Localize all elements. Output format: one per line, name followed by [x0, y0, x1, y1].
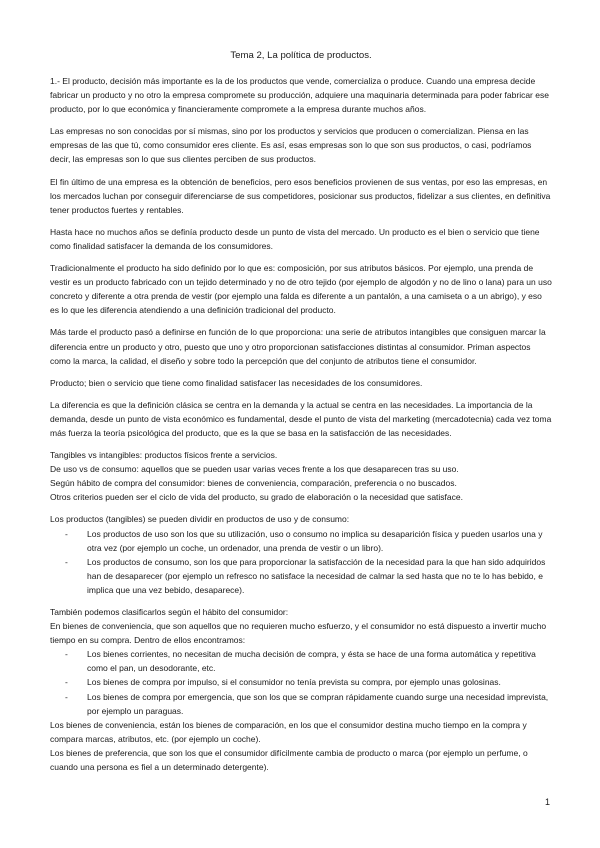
closing-paragraph: Los bienes de conveniencia, están los bienes de comparación, en los que el consumidor destina mucho tiempo en la compra y compara marcas, atributos, etc. (por ejemplo un coche). [50, 719, 527, 744]
paragraph: Producto; bien o servicio que tiene como finalidad satisfacer las necesidades de los consumidores. [50, 377, 423, 388]
paragraph: Más tarde el producto pasó a definirse en función de lo que proporciona: una serie de atributos intangibles que consiguen marcar la diferencia entre un producto y otro, puesto que uno y otro proporcionan satisfacciones distintas al consumidor. Priman aspectos como la marca, la calidad, el diseño y sobre todo la percepción que del conjunto de atributos tiene el consumidor. [50, 327, 546, 366]
page-number: 1 [544, 797, 550, 807]
paragraph: Tradicionalmente el producto ha sido definido por lo que es: composición, por sus atributos básicos. Por ejemplo, una prenda de vestir es un producto fabricado con un tejido determinado y no de otro tejido (por ejemplo de algodón y no de lino o lana) para un uso concreto y diferente a otra prenda de vestir (por ejemplo una falda es diferente a un pantalón, a una camiseta o a un abrigo), y eso es lo que les diferencia atendiendo a una definición tradicional del producto. [50, 263, 552, 316]
criteria-line: Otros criterios pueden ser el ciclo de vida del producto, su grado de elaboración o la necesidad que satisface. [50, 492, 463, 503]
criteria-line: De uso vs de consumo: aquellos que se pueden usar varias veces frente a los que desaparecen tras su uso. [50, 464, 459, 475]
list-item: - Los bienes de compra por impulso, si el consumidor no tenía prevista su compra, por ejemplo unas golosinas. [65, 677, 501, 688]
closing-paragraph: Los bienes de preferencia, que son los que el consumidor difícilmente cambia de producto o marca (por ejemplo un perfume, o cuando una persona es fiel a un determinado detergente). [50, 747, 528, 773]
document-title: Tema 2, La política de productos. [230, 50, 372, 61]
criteria-line: Tangibles vs intangibles: productos físicos frente a servicios. [50, 450, 278, 461]
list-item: - Los bienes corrientes, no necesitan de mucha decisión de compra, y ésta se hace de una forma automática y repetitiva como el pan, un desodorante, etc. [65, 649, 536, 674]
list-item: - Los productos de uso son los que su utilización, uso o consumo no implica su desaparición física y pueden usarlos una y otra vez (por ejemplo un coche, un ordenador, una prenda de vestir o un libro). [65, 528, 543, 553]
paragraph: El fin último de una empresa es la obtención de beneficios, pero esos beneficios provienen de sus ventas, por eso las empresas, en los mercados luchan por conseguir diferenciarse de sus competidores, posicionar sus productos, fidelizar a sus clientes, en definitiva tener productos fuertes y rentables. [50, 176, 551, 215]
convenience-list [50, 647, 552, 717]
criteria-line: Según hábito de compra del consumidor: bienes de conveniencia, comparación, preferencia o no buscados. [50, 478, 457, 489]
habit-paragraph: En bienes de conveniencia, que son aquellos que no requieren mucho esfuerzo, y el consumidor no está dispuesto a invertir mucho tiempo en su compra. Dentro de ellos encontramos: [50, 621, 547, 646]
paragraph: 1.- El producto, decisión más importante es la de los productos que vende, comercializa o produce. Cuando una empresa decide fabricar un producto y no otro la empresa compromete su producción, adquiere una maquinaria determinada para poder fabricar ese producto, por lo que económica y financieramente compromete a la empresa durante muchos años. [50, 76, 549, 115]
list-item: - Los productos de consumo, son los que para proporcionar la satisfacción de la necesidad para la que han sido adquiridos han de desaparecer (por ejemplo un refresco no satisface la necesidad de calmar la sed hasta que no te lo has bebido, e implica que una vez bebido, desaparece). [65, 556, 546, 595]
list-item: - Los bienes de compra por emergencia, que son los que se compran rápidamente cuando surge una necesidad imprevista, por ejemplo un paraguas. [65, 691, 549, 716]
paragraph: Hasta hace no muchos años se definía producto desde un punto de vista del mercado. Un producto es el bien o servicio que tiene como finalidad satisfacer la demanda de los consumidores. [50, 226, 540, 251]
paragraph: La diferencia es que la definición clásica se centra en la demanda y la actual se centra en las necesidades. La importancia de la demanda, desde un punto de vista económico es fundamental, desde el punto de vista del marketing (mercadotecnia) cada vez toma más fuerza la teoría psicológica del producto, que es la que se basa en la satisfacción de las necesidades. [50, 399, 552, 438]
tangibles-list [50, 527, 552, 597]
tangibles-intro: Los productos (tangibles) se pueden dividir en productos de uso y de consumo: [50, 514, 350, 525]
habit-heading: También podemos clasificarlos según el hábito del consumidor: [50, 607, 289, 617]
paragraph: Las empresas no son conocidas por sí mismas, sino por los productos y servicios que producen o comercializan. Piensa en las empresas de las que tú, como consumidor eres cliente. Es así, esas empresas son lo que son sus productos, o casi, podríamos decir, las empresas son lo que sus clientes perciben de sus productos. [50, 126, 532, 165]
